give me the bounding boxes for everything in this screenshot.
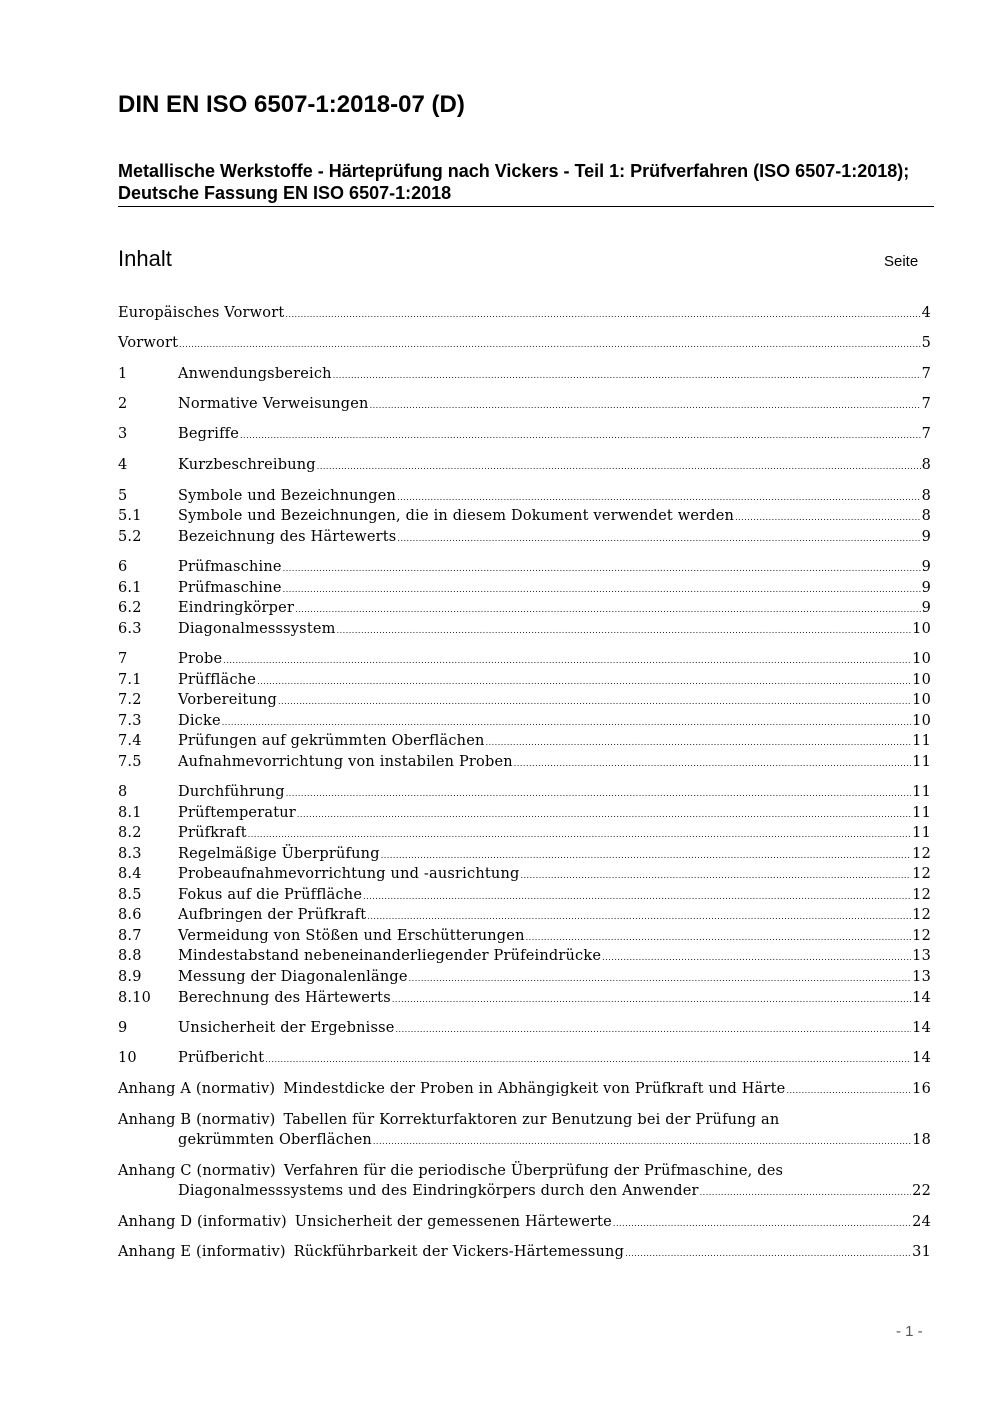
- toc-dot-leader: [257, 670, 911, 692]
- toc-dot-leader: [397, 486, 921, 508]
- toc-entry-title: Eindringkörper: [178, 600, 295, 616]
- toc-entry-number: 6.1: [118, 580, 142, 596]
- toc-entry-number: 5.2: [118, 529, 142, 545]
- toc-entry[interactable]: [118, 506, 931, 526]
- toc-annex-entry-continuation[interactable]: [178, 1181, 931, 1201]
- toc-dot-leader: [278, 690, 911, 712]
- document-subtitle: Metallische Werkstoffe - Härteprüfung nach Vickers - Teil 1: Prüfverfahren (ISO 6507-1:2018); Deutsche Fassung EN ISO 6507-1:2018: [118, 161, 910, 203]
- toc-entry[interactable]: [118, 1018, 931, 1038]
- toc-dot-leader: [286, 782, 911, 804]
- toc-annex-title: Diagonalmesssystems und des Eindringkörpers durch den Anwender: [178, 1183, 699, 1199]
- toc-entry-page: 11: [912, 754, 931, 770]
- toc-entry-title: Durchführung: [178, 784, 285, 800]
- toc-entry[interactable]: [118, 864, 931, 884]
- toc-entry-title: Vorwort: [118, 335, 179, 351]
- toc-entry-page: 10: [912, 621, 931, 637]
- toc-entry-page: 12: [912, 866, 931, 882]
- toc-annex-entry[interactable]: [118, 1110, 931, 1130]
- page-column-label: Seite: [884, 253, 919, 270]
- toc-annex-entry-continuation[interactable]: [178, 1130, 931, 1150]
- toc-entry[interactable]: [118, 527, 931, 547]
- toc-entry-number: 1: [118, 366, 128, 382]
- toc-annex-page: 22: [912, 1183, 931, 1199]
- toc-entry-title: Prüffläche: [178, 672, 257, 688]
- toc-annex-label: Anhang A (normativ): [118, 1081, 276, 1097]
- toc-entry-page: 7: [921, 396, 931, 412]
- toc-entry[interactable]: [118, 670, 931, 690]
- toc-entry[interactable]: [118, 988, 931, 1008]
- toc-entry[interactable]: [118, 557, 931, 577]
- toc-entry-title: Unsicherheit der Ergebnisse: [178, 1020, 395, 1036]
- toc-entry[interactable]: [118, 619, 931, 639]
- toc-dot-leader: [409, 967, 912, 989]
- toc-annex-title: Unsicherheit der gemessenen Härtewerte: [294, 1214, 612, 1230]
- toc-entry[interactable]: [118, 803, 931, 823]
- toc-annex-title: Rückführbarkeit der Vickers-Härtemessung: [293, 1244, 625, 1260]
- toc-dot-leader: [222, 711, 911, 733]
- toc-entry[interactable]: [118, 926, 931, 946]
- toc-annex-page: 24: [912, 1214, 931, 1230]
- toc-annex-entry[interactable]: [118, 1161, 931, 1181]
- toc-entry-page: 14: [912, 1020, 931, 1036]
- toc-entry[interactable]: [118, 967, 931, 987]
- toc-entry-title: Symbole und Bezeichnungen: [178, 488, 397, 504]
- toc-dot-leader: [373, 1130, 911, 1152]
- toc-dot-leader: [297, 803, 911, 825]
- toc-entry[interactable]: [118, 885, 931, 905]
- toc-annex-page: 18: [912, 1132, 931, 1148]
- toc-dot-leader: [295, 598, 920, 620]
- toc-entry-title: Bezeichnung des Härtewerts: [178, 529, 397, 545]
- toc-entry-page: 5: [921, 335, 931, 351]
- toc-entry-page: 10: [912, 651, 931, 667]
- toc-entry-number: 8.4: [118, 866, 142, 882]
- toc-entry-page: 7: [921, 426, 931, 442]
- toc-heading: Inhalt: [118, 246, 172, 271]
- toc-entry-title: Prüfmaschine: [178, 559, 282, 575]
- toc-dot-leader: [283, 578, 921, 600]
- toc-entry-title: Diagonalmesssystem: [178, 621, 336, 637]
- toc-entry-number: 7: [118, 651, 128, 667]
- toc-entry-number: 8.1: [118, 805, 142, 821]
- toc-entry-number: 4: [118, 457, 128, 473]
- toc-annex-label: Anhang E (informativ): [118, 1244, 286, 1260]
- toc-entry[interactable]: [118, 333, 931, 353]
- toc-entry-title: Aufnahmevorrichtung von instabilen Proben: [178, 754, 513, 770]
- toc-annex-title: gekrümmten Oberflächen: [178, 1132, 372, 1148]
- toc-entry-page: 13: [912, 969, 931, 985]
- toc-entry-page: 14: [912, 990, 931, 1006]
- toc-entry[interactable]: [118, 394, 931, 414]
- toc-entry-number: 9: [118, 1020, 128, 1036]
- toc-annex-title: Mindestdicke der Proben in Abhängigkeit von Prüfkraft und Härte: [283, 1081, 786, 1097]
- toc-entry-page: 7: [921, 366, 931, 382]
- toc-entry-title: Vorbereitung: [178, 692, 278, 708]
- toc-entry-number: 7.1: [118, 672, 142, 688]
- toc-entry-page: 8: [921, 488, 931, 504]
- toc-entry-number: 2: [118, 396, 128, 412]
- toc-entry-number: 5.1: [118, 508, 142, 524]
- toc-entry[interactable]: [118, 578, 931, 598]
- toc-dot-leader: [397, 527, 920, 549]
- toc-dot-leader: [337, 619, 912, 641]
- toc-entry-title: Probe: [178, 651, 223, 667]
- toc-dot-leader: [248, 823, 911, 845]
- toc-dot-leader: [223, 649, 911, 671]
- toc-dot-leader: [392, 988, 911, 1010]
- toc-entry-number: 7.5: [118, 754, 142, 770]
- toc-entry[interactable]: [118, 731, 931, 751]
- toc-dot-leader: [240, 424, 921, 446]
- toc-entry-number: 10: [118, 1050, 137, 1066]
- toc-entry-title: Europäisches Vorwort: [118, 305, 285, 321]
- toc-entry[interactable]: [118, 455, 931, 475]
- toc-entry-number: 6.2: [118, 600, 142, 616]
- toc-entry[interactable]: [118, 690, 931, 710]
- toc-entry-number: 7.3: [118, 713, 142, 729]
- toc-entry-title: Vermeidung von Stößen und Erschütterungen: [178, 928, 525, 944]
- toc-dot-leader: [370, 394, 921, 416]
- toc-dot-leader: [700, 1181, 912, 1203]
- toc-dot-leader: [265, 1048, 911, 1070]
- toc-annex-title: Verfahren für die periodische Überprüfung der Prüfmaschine, des: [283, 1163, 784, 1179]
- toc-dot-leader: [786, 1079, 911, 1101]
- toc-entry-title: Messung der Diagonalenlänge: [178, 969, 408, 985]
- toc-entry-title: Mindestabstand nebeneinanderliegender Prüfeindrücke: [178, 948, 602, 964]
- toc-entry-number: 8.6: [118, 907, 142, 923]
- toc-entry[interactable]: [118, 486, 931, 506]
- page-number: - 1 -: [896, 1323, 923, 1340]
- toc-entry-title: Fokus auf die Prüffläche: [178, 887, 363, 903]
- toc-annex-page: 16: [912, 1081, 931, 1097]
- toc-entry-number: 7.4: [118, 733, 142, 749]
- toc-entry[interactable]: [118, 711, 931, 731]
- toc-entry[interactable]: [118, 905, 931, 925]
- document-title: DIN EN ISO 6507-1:2018-07 (D): [118, 91, 465, 118]
- toc-dot-leader: [735, 506, 920, 528]
- toc-entry-page: 11: [912, 733, 931, 749]
- toc-entry[interactable]: [118, 303, 931, 323]
- toc-entry-page: 11: [912, 805, 931, 821]
- toc-entry-number: 8.10: [118, 990, 152, 1006]
- toc-dot-leader: [625, 1242, 911, 1264]
- toc-dot-leader: [526, 926, 912, 948]
- toc-entry-number: 5: [118, 488, 128, 504]
- toc-annex-label: Anhang B (normativ): [118, 1112, 276, 1128]
- toc-entry[interactable]: [118, 752, 931, 772]
- toc-entry-page: 11: [912, 784, 931, 800]
- toc-entry-page: 10: [912, 713, 931, 729]
- toc-entry[interactable]: [118, 364, 931, 384]
- toc-entry-title: Prüftemperatur: [178, 805, 296, 821]
- toc-entry-page: 14: [912, 1050, 931, 1066]
- toc-entry[interactable]: [118, 598, 931, 618]
- toc-dot-leader: [381, 844, 911, 866]
- toc-dot-leader: [317, 455, 921, 477]
- toc-entry-page: 9: [921, 529, 931, 545]
- toc-entry-title: Prüfkraft: [178, 825, 247, 841]
- toc-entry-title: Prüfmaschine: [178, 580, 282, 596]
- toc-dot-leader: [602, 946, 911, 968]
- toc-entry-page: 9: [921, 580, 931, 596]
- toc-entry-title: Prüfbericht: [178, 1050, 265, 1066]
- toc-entry-number: 8.3: [118, 846, 142, 862]
- toc-entry[interactable]: [118, 823, 931, 843]
- toc-entry-title: Regelmäßige Überprüfung: [178, 846, 380, 862]
- toc-entry-page: 8: [921, 508, 931, 524]
- toc-dot-leader: [363, 885, 911, 907]
- toc-entry[interactable]: [118, 424, 931, 444]
- toc-dot-leader: [367, 905, 911, 927]
- toc-dot-leader: [486, 731, 912, 753]
- toc-entry-page: 13: [912, 948, 931, 964]
- toc-dot-leader: [333, 364, 921, 386]
- toc-entry[interactable]: [118, 782, 931, 802]
- toc-entry-title: Dicke: [178, 713, 221, 729]
- toc-entry-number: 8: [118, 784, 128, 800]
- toc-annex-entry[interactable]: [118, 1212, 931, 1232]
- toc-entry-number: 7.2: [118, 692, 142, 708]
- toc-entry-number: 8.8: [118, 948, 142, 964]
- toc-entry-number: 8.7: [118, 928, 142, 944]
- toc-entry-title: Prüfungen auf gekrümmten Oberflächen: [178, 733, 485, 749]
- toc-entry-title: Symbole und Bezeichnungen, die in diesem Dokument verwendet werden: [178, 508, 735, 524]
- toc-entry-title: Aufbringen der Prüfkraft: [178, 907, 367, 923]
- toc-entry-number: 8.2: [118, 825, 142, 841]
- toc-entry-number: 6.3: [118, 621, 142, 637]
- toc-entry[interactable]: [118, 844, 931, 864]
- toc-dot-leader: [514, 752, 911, 774]
- toc-dot-leader: [613, 1212, 911, 1234]
- toc-entry-page: 12: [912, 907, 931, 923]
- toc-entry-page: 11: [912, 825, 931, 841]
- toc-entry-title: Begriffe: [178, 426, 240, 442]
- toc-entry-page: 12: [912, 846, 931, 862]
- toc-dot-leader: [520, 864, 911, 886]
- toc-entry-number: 8.9: [118, 969, 142, 985]
- toc-dot-leader: [285, 303, 920, 325]
- toc-entry-page: 4: [921, 305, 931, 321]
- toc-dot-leader: [396, 1018, 912, 1040]
- toc-entry[interactable]: [118, 649, 931, 669]
- toc-entry-number: 6: [118, 559, 128, 575]
- toc-dot-leader: [283, 557, 921, 579]
- toc-annex-page: 31: [912, 1244, 931, 1260]
- toc-entry-page: 8: [921, 457, 931, 473]
- toc-annex-entry[interactable]: [118, 1242, 931, 1262]
- toc-annex-title: Tabellen für Korrekturfaktoren zur Benutzung bei der Prüfung an: [283, 1112, 780, 1128]
- toc-annex-label: Anhang D (informativ): [118, 1214, 287, 1230]
- toc-entry[interactable]: [118, 946, 931, 966]
- toc-dot-leader: [179, 333, 920, 355]
- toc-entry-page: 12: [912, 928, 931, 944]
- toc-entry-title: Normative Verweisungen: [178, 396, 369, 412]
- toc-entry-title: Probeaufnahmevorrichtung und -ausrichtung: [178, 866, 520, 882]
- toc-entry-number: 3: [118, 426, 128, 442]
- toc-entry-page: 10: [912, 692, 931, 708]
- toc-entry-title: Anwendungsbereich: [178, 366, 332, 382]
- toc-entry-title: Berechnung des Härtewerts: [178, 990, 391, 1006]
- toc-annex-label: Anhang C (normativ): [118, 1163, 276, 1179]
- toc-entry-page: 9: [921, 559, 931, 575]
- toc-entry-title: Kurzbeschreibung: [178, 457, 316, 473]
- toc-entry-page: 10: [912, 672, 931, 688]
- toc-annex-entry[interactable]: [118, 1079, 931, 1099]
- toc-entry-number: 8.5: [118, 887, 142, 903]
- toc-entry-page: 9: [921, 600, 931, 616]
- toc-entry[interactable]: [118, 1048, 931, 1068]
- toc-entry-page: 12: [912, 887, 931, 903]
